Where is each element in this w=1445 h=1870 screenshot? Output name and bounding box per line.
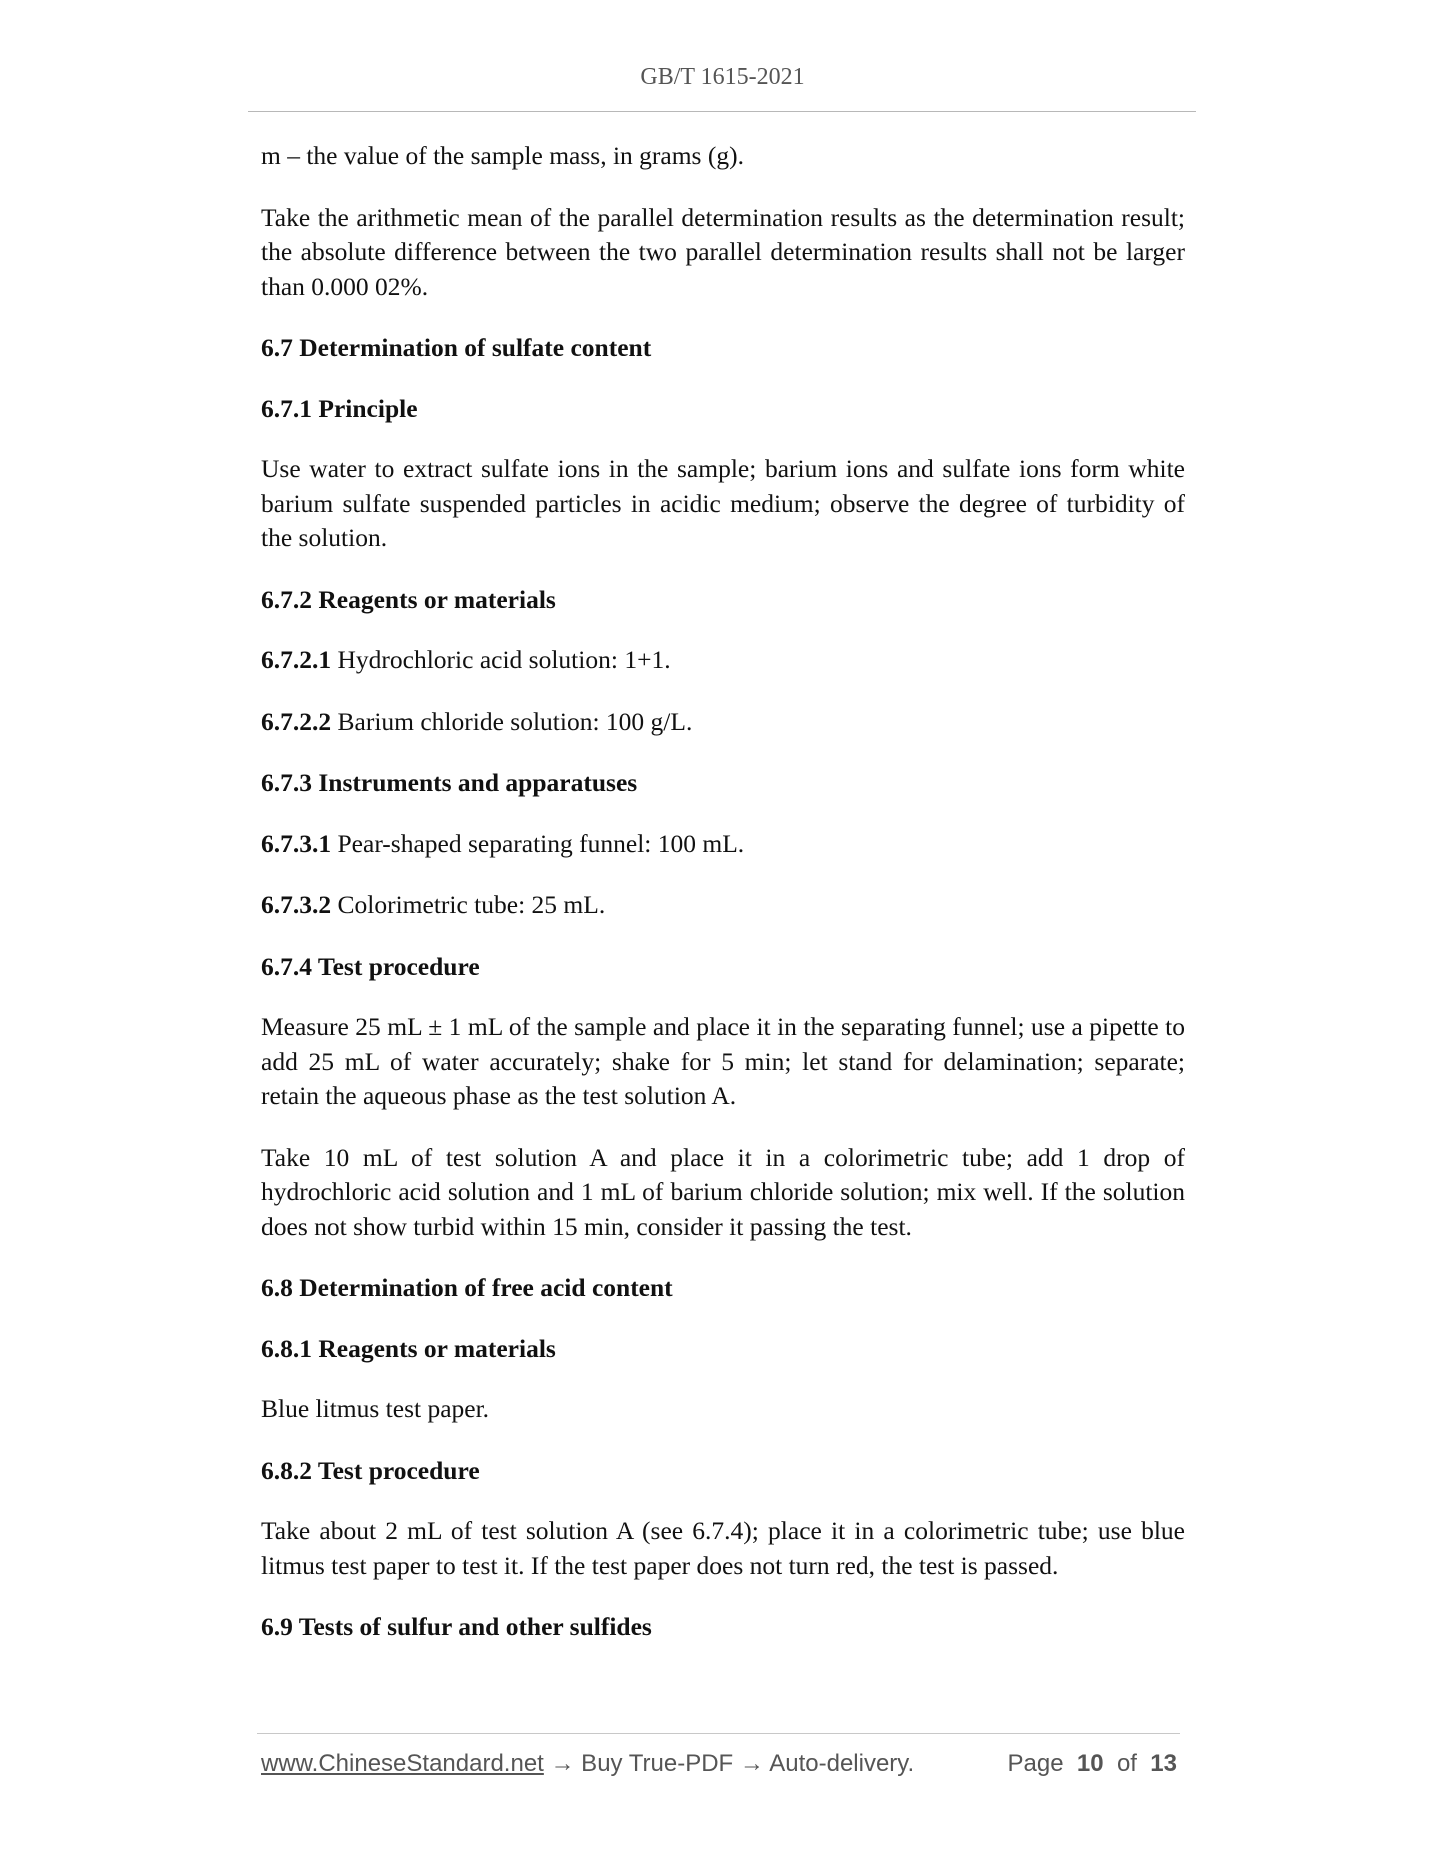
page-of-label: of (1116, 1750, 1137, 1777)
page-label: Page (1007, 1750, 1064, 1777)
heading-6-8-2: 6.8.2 Test procedure (261, 1455, 480, 1485)
clause-text: Barium chloride solution: 100 g/L. (331, 706, 693, 736)
heading-6-7: 6.7 Determination of sulfate content (261, 333, 652, 362)
heading-6-7-1: 6.7.1 Principle (261, 393, 418, 423)
paragraph-arithmetic-mean: Take the arithmetic mean of the parallel determination results as the determination result; the absolute difference between the two parallel determination results shall not be larger than 0.000 02%. (261, 202, 1185, 301)
paragraph-litmus: Blue litmus test paper. (261, 1394, 490, 1423)
paragraph-free-acid-procedure: Take about 2 mL of test solution A (see 6.7.4); place it in a colorimetric tube; use blue litmus test paper to test it. If the test paper does not turn red, the test is passed. (261, 1516, 1185, 1580)
clause-number: 6.7.3.1 (261, 828, 332, 858)
page-footer (261, 1750, 1181, 1786)
heading-6-8: 6.8 Determination of free acid content (261, 1273, 673, 1302)
footer-promo (261, 1750, 914, 1778)
footer-promo-text: → Buy True-PDF → Auto-delivery. (543, 1750, 915, 1777)
item-6-7-3-1 (261, 827, 1185, 862)
clause-text: Hydrochloric acid solution: 1+1. (331, 645, 671, 674)
paragraph-test-procedure-b: Take 10 mL of test solution A and place it in a colorimetric tube; add 1 drop of hydrochloric acid solution and 1 mL of barium chloride solution; mix well. If the solution does not show turbid within 15 min, consider it passing the test. (261, 1142, 1185, 1241)
header-divider (248, 111, 1196, 112)
paragraph-test-procedure-a: Measure 25 mL ± 1 mL of the sample and place it in the separating funnel; use a pipette to add 25 mL of water accurately; shake for 5 min; let stand for delamination; separate; retain the aqueous phase as the test solution A. (261, 1012, 1185, 1110)
heading-6-7-2: 6.7.2 Reagents or materials (261, 584, 556, 614)
footer-divider (257, 1733, 1180, 1734)
heading-6-7-3: 6.7.3 Instruments and apparatuses (261, 768, 638, 797)
item-6-7-3-2 (261, 888, 1185, 923)
page-current: 10 (1076, 1750, 1104, 1777)
document-body (261, 139, 1185, 1671)
website-link[interactable]: www.ChineseStandard.net (261, 1750, 544, 1777)
page-total: 13 (1150, 1750, 1177, 1777)
heading-6-8-1: 6.8.1 Reagents or materials (261, 1333, 556, 1363)
heading-6-7-4: 6.7.4 Test procedure (261, 951, 480, 981)
page-header: GB/T 1615-2021 (640, 64, 805, 90)
clause-text: Pear-shaped separating funnel: 100 mL. (331, 828, 745, 858)
paragraph-sample-mass: m – the value of the sample mass, in grams (g). (261, 141, 744, 170)
clause-number: 6.7.2.2 (261, 706, 332, 736)
clause-number: 6.7.3.2 (261, 890, 332, 919)
heading-6-9: 6.9 Tests of sulfur and other sulfides (261, 1612, 652, 1641)
clause-text: Colorimetric tube: 25 mL. (331, 890, 606, 919)
item-6-7-2-1 (261, 643, 1185, 678)
item-6-7-2-2 (261, 705, 1185, 740)
paragraph-principle: Use water to extract sulfate ions in the sample; barium ions and sulfate ions form white barium sulfate suspended particles in acidic medium; observe the degree of turbidity of the solution. (261, 454, 1185, 552)
clause-number: 6.7.2.1 (261, 645, 332, 674)
page-number (1007, 1750, 1177, 1778)
